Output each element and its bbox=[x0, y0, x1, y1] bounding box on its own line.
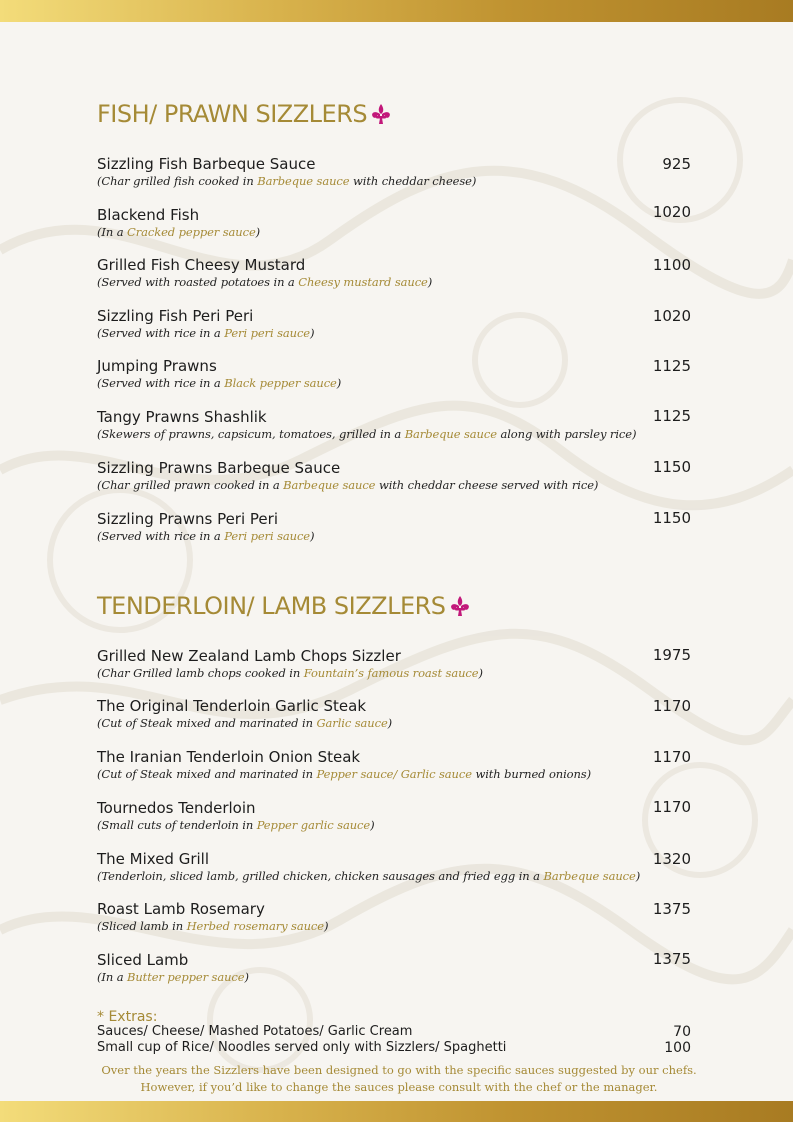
item-price: 1020 bbox=[652, 203, 691, 221]
sauce-highlight: Pepper garlic sauce bbox=[256, 818, 371, 832]
menu-item bbox=[97, 799, 691, 839]
item-name: Tangy Prawns Shashlik bbox=[97, 408, 267, 426]
sauce-highlight: Peri peri sauce bbox=[224, 326, 311, 340]
sauce-highlight: Barbeque sauce bbox=[404, 427, 497, 441]
item-name: Sizzling Fish Peri Peri bbox=[97, 307, 254, 325]
description-text: (Skewers of prawns, capsicum, tomatoes, grilled in a bbox=[97, 427, 405, 441]
item-description bbox=[97, 970, 249, 984]
sauce-highlight: Black pepper sauce bbox=[224, 376, 337, 390]
section-title-text: TENDERLOIN/ LAMB SIZZLERS bbox=[97, 592, 446, 620]
item-price: 1170 bbox=[652, 798, 691, 816]
description-text: (Char grilled prawn cooked in a bbox=[97, 478, 284, 492]
item-price: 1150 bbox=[652, 509, 691, 527]
description-text: (Served with rice in a bbox=[97, 529, 225, 543]
menu-item bbox=[97, 307, 691, 347]
item-price: 925 bbox=[662, 155, 691, 173]
menu-item bbox=[97, 900, 691, 940]
item-name: Grilled New Zealand Lamb Chops Sizzler bbox=[97, 647, 401, 665]
item-description bbox=[97, 666, 483, 680]
fleur-de-lis-icon bbox=[447, 593, 473, 619]
item-name: Jumping Prawns bbox=[97, 357, 217, 375]
sauce-highlight: Cracked pepper sauce bbox=[127, 225, 256, 239]
description-text: ) bbox=[310, 326, 315, 340]
item-name: Blackend Fish bbox=[97, 206, 200, 224]
sauce-highlight: Peri peri sauce bbox=[224, 529, 311, 543]
item-description bbox=[97, 478, 598, 492]
sauce-highlight: Herbed rosemary sauce bbox=[186, 919, 324, 933]
item-price: 1125 bbox=[652, 407, 691, 425]
description-text: ) bbox=[244, 970, 249, 984]
footer-note: Over the years the Sizzlers have been designed to go with the specific sauces suggested by our chefs. However, if you’d like to change the sauces please consult with the chef or the manager. bbox=[101, 1063, 697, 1094]
item-name: Sizzling Prawns Peri Peri bbox=[97, 510, 278, 528]
item-description bbox=[97, 716, 392, 730]
item-description bbox=[97, 529, 314, 543]
item-name: Grilled Fish Cheesy Mustard bbox=[97, 256, 306, 274]
menu-item bbox=[97, 951, 691, 991]
description-text: ) bbox=[336, 376, 342, 390]
description-text: (Served with rice in a bbox=[97, 376, 225, 390]
item-price: 1150 bbox=[652, 458, 691, 476]
extras-line: Small cup of Rice/ Noodles served only with Sizzlers/ Spaghetti bbox=[97, 1040, 507, 1055]
item-name: Sizzling Fish Barbeque Sauce bbox=[97, 155, 316, 173]
item-description bbox=[97, 919, 328, 933]
item-description bbox=[97, 376, 341, 390]
description-text: (Cut of Steak mixed and marinated in bbox=[97, 716, 317, 730]
menu-item bbox=[97, 155, 691, 195]
item-description bbox=[97, 818, 374, 832]
section-title-tenderloin-lamb bbox=[97, 592, 473, 620]
extras-price: 70 bbox=[673, 1024, 691, 1040]
sauce-highlight: Cheesy mustard sauce bbox=[298, 275, 428, 289]
menu-item bbox=[97, 510, 691, 550]
sauce-highlight: Barbeque sauce bbox=[283, 478, 376, 492]
description-text: ) bbox=[310, 529, 315, 543]
menu-item bbox=[97, 850, 691, 890]
item-price: 1170 bbox=[652, 748, 691, 766]
item-description bbox=[97, 174, 476, 188]
description-text: ) bbox=[635, 869, 641, 883]
item-name: The Iranian Tenderloin Onion Steak bbox=[97, 748, 361, 766]
description-text: with cheddar cheese) bbox=[349, 174, 477, 188]
description-text: ) bbox=[427, 275, 433, 289]
item-price: 1170 bbox=[652, 697, 691, 715]
item-name: Tournedos Tenderloin bbox=[97, 799, 256, 817]
item-price: 1125 bbox=[652, 357, 691, 375]
extras-block bbox=[97, 1009, 691, 1059]
menu-item bbox=[97, 697, 691, 737]
description-text: ) bbox=[323, 919, 329, 933]
description-text: with burned onions) bbox=[471, 767, 591, 781]
extras-line: Sauces/ Cheese/ Mashed Potatoes/ Garlic Cream bbox=[97, 1024, 413, 1039]
fleur-de-lis-icon bbox=[368, 101, 394, 127]
sauce-highlight: Butter pepper sauce bbox=[127, 970, 245, 984]
description-text: (In a bbox=[97, 225, 128, 239]
description-text: (Char grilled fish cooked in bbox=[97, 174, 258, 188]
item-price: 1320 bbox=[652, 850, 691, 868]
item-price: 1375 bbox=[652, 900, 691, 918]
item-price: 1375 bbox=[652, 950, 691, 968]
sauce-highlight: Barbeque sauce bbox=[543, 869, 636, 883]
menu-item bbox=[97, 357, 691, 397]
item-name: Sizzling Prawns Barbeque Sauce bbox=[97, 459, 341, 477]
description-text: (Cut of Steak mixed and marinated in bbox=[97, 767, 317, 781]
item-name: The Original Tenderloin Garlic Steak bbox=[97, 697, 367, 715]
section-title-fish-prawn bbox=[97, 100, 394, 128]
item-name: The Mixed Grill bbox=[97, 850, 210, 868]
menu-item bbox=[97, 647, 691, 687]
item-description bbox=[97, 326, 314, 340]
sauce-highlight: Barbeque sauce bbox=[257, 174, 350, 188]
sauce-highlight: Fountain’s famous roast sauce bbox=[303, 666, 479, 680]
description-text: (Small cuts of tenderloin in bbox=[97, 818, 257, 832]
extras-title: * Extras: bbox=[97, 1009, 158, 1025]
item-price: 1975 bbox=[652, 646, 691, 664]
description-text: (Served with roasted potatoes in a bbox=[97, 275, 299, 289]
section-title-text: FISH/ PRAWN SIZZLERS bbox=[97, 100, 368, 128]
menu-item bbox=[97, 203, 691, 246]
item-description bbox=[97, 275, 432, 289]
menu-item bbox=[97, 459, 691, 499]
description-text: along with parsley rice) bbox=[496, 427, 637, 441]
extras-price: 100 bbox=[664, 1040, 691, 1056]
menu-item bbox=[97, 408, 691, 448]
sauce-highlight: Garlic sauce bbox=[316, 716, 388, 730]
item-name: Roast Lamb Rosemary bbox=[97, 900, 265, 918]
item-description bbox=[97, 225, 260, 239]
menu-item bbox=[97, 256, 691, 296]
description-text: ) bbox=[370, 818, 375, 832]
description-text: with cheddar cheese served with rice) bbox=[375, 478, 599, 492]
top-gold-bar bbox=[0, 0, 793, 22]
item-description bbox=[97, 427, 636, 441]
description-text: ) bbox=[387, 716, 393, 730]
item-price: 1100 bbox=[652, 256, 691, 274]
description-text: (Sliced lamb in bbox=[97, 919, 187, 933]
description-text: ) bbox=[478, 666, 483, 680]
sauce-highlight: Pepper sauce/ Garlic sauce bbox=[316, 767, 472, 781]
menu-item bbox=[97, 748, 691, 788]
item-description bbox=[97, 869, 640, 883]
item-price: 1020 bbox=[652, 307, 691, 325]
bottom-gold-bar bbox=[0, 1101, 793, 1122]
item-name: Sliced Lamb bbox=[97, 951, 189, 969]
description-text: (Served with rice in a bbox=[97, 326, 225, 340]
description-text: (Tenderloin, sliced lamb, grilled chicken, chicken sausages and fried egg in a bbox=[97, 869, 544, 883]
description-text: ) bbox=[255, 225, 261, 239]
description-text: (In a bbox=[97, 970, 128, 984]
item-description bbox=[97, 767, 591, 781]
description-text: (Char Grilled lamb chops cooked in bbox=[97, 666, 304, 680]
